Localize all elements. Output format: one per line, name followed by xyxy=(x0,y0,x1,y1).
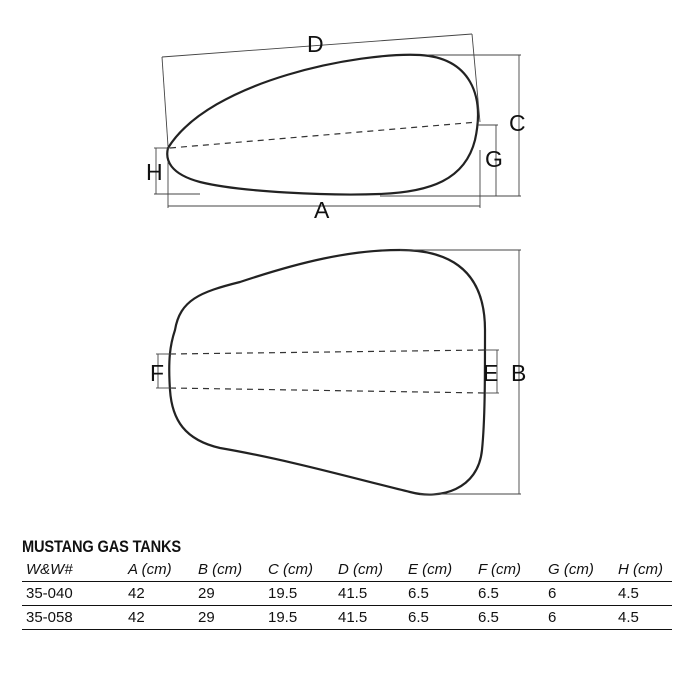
table-cell: 4.5 xyxy=(614,606,672,630)
label-f: F xyxy=(150,360,165,386)
table-header-row xyxy=(22,558,672,582)
label-b: B xyxy=(511,360,527,386)
column-header: A (cm) xyxy=(124,558,194,582)
table-cell: 42 xyxy=(124,582,194,606)
specs-grid xyxy=(22,558,672,630)
table-cell: 19.5 xyxy=(264,582,334,606)
side-view-centerline xyxy=(170,122,478,148)
table-cell: 35-058 xyxy=(22,606,124,630)
label-d: D xyxy=(307,31,324,57)
label-c: C xyxy=(509,110,526,136)
label-e: E xyxy=(483,360,499,386)
column-header: H (cm) xyxy=(614,558,672,582)
table-cell: 6.5 xyxy=(474,582,544,606)
table-cell: 4.5 xyxy=(614,582,672,606)
table-row xyxy=(22,606,672,630)
top-view-upper-dashed xyxy=(170,350,485,354)
top-view-lower-dashed xyxy=(170,388,485,393)
label-h: H xyxy=(146,159,163,185)
side-view-tank-outline xyxy=(167,55,478,195)
dimension-d-left-ext xyxy=(162,57,168,146)
table-cell: 19.5 xyxy=(264,606,334,630)
column-header: W&W# xyxy=(22,558,124,582)
table-cell: 29 xyxy=(194,606,264,630)
column-header: F (cm) xyxy=(474,558,544,582)
label-g: G xyxy=(485,146,503,172)
table-cell: 6.5 xyxy=(404,606,474,630)
column-header: D (cm) xyxy=(334,558,404,582)
column-header: E (cm) xyxy=(404,558,474,582)
table-cell: 42 xyxy=(124,606,194,630)
column-header: G (cm) xyxy=(544,558,614,582)
top-view-tank-outline xyxy=(169,250,485,495)
column-header: B (cm) xyxy=(194,558,264,582)
table-cell: 6.5 xyxy=(404,582,474,606)
table-title: MUSTANG GAS TANKS xyxy=(22,537,181,556)
table-cell: 41.5 xyxy=(334,582,404,606)
table-cell: 35-040 xyxy=(22,582,124,606)
table-cell: 6 xyxy=(544,582,614,606)
label-a: A xyxy=(314,197,330,223)
top-view xyxy=(150,250,526,495)
dimension-d-right-ext xyxy=(472,34,480,122)
table-cell: 6 xyxy=(544,606,614,630)
side-view xyxy=(146,31,526,223)
table-row xyxy=(22,582,672,606)
table-cell: 6.5 xyxy=(474,606,544,630)
table-cell: 29 xyxy=(194,582,264,606)
column-header: C (cm) xyxy=(264,558,334,582)
table-cell: 41.5 xyxy=(334,606,404,630)
specifications-table xyxy=(22,536,672,630)
